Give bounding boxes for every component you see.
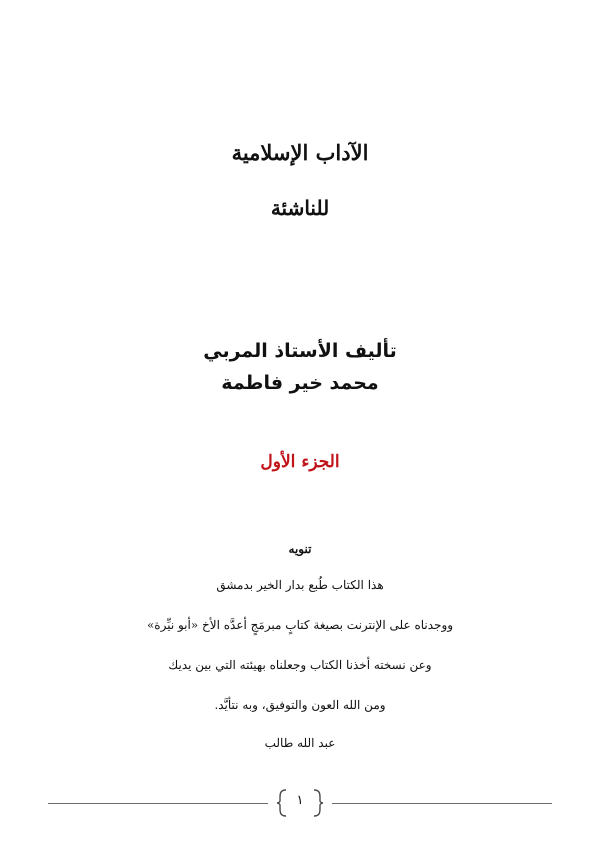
book-subtitle: للناشئة (270, 196, 330, 220)
book-title: الآداب الإسلامية (231, 140, 369, 165)
note-line: ومن الله العون والتوفيق، وبه نتأيَّد. (214, 698, 386, 712)
note-heading: تنويه (288, 542, 312, 556)
part-label: الجزء الأول (260, 452, 340, 472)
author-name: محمد خير فاطمة (221, 372, 379, 394)
note-line: هذا الكتاب طُبع بدار الخير بدمشق (216, 578, 384, 592)
page-number: ١ (296, 793, 304, 808)
footer-rule-right (332, 803, 552, 804)
note-line: وعن نسخته أخذنا الكتاب وجعلناه بهيئته التي بين يديك (168, 658, 432, 672)
author-intro: تأليف الأستاذ المربي (203, 340, 397, 362)
signature: عبد الله طالب (264, 736, 336, 750)
note-line: ووجدناه على الإنترنت بصيغة كتابٍ مبرمَجٍ أعدَّه الأخ «أبو نيِّرة» (146, 618, 454, 632)
footer-rule-left (48, 803, 268, 804)
